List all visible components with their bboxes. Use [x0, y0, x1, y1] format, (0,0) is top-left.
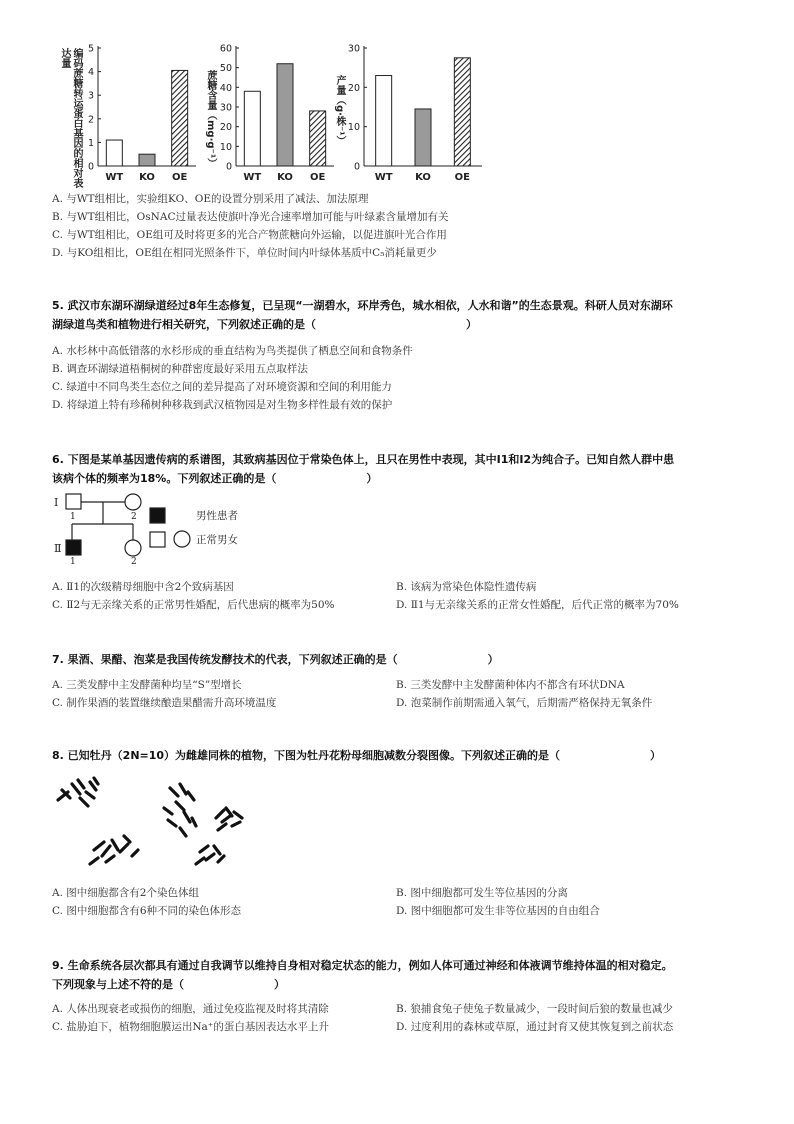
chart1-ytick-label: 1	[87, 137, 94, 149]
q9-option-c: C. 盐胁迫下，植物细胞膜运出Na⁺的蛋白基因表达水平上升	[52, 1021, 329, 1033]
pedigree-i2-female	[125, 494, 141, 510]
q6-option-c: C. Ⅱ2与无亲缘关系的正常男性婚配，后代患病的概率为50%	[52, 599, 335, 611]
q8-option-c: C. 图中细胞都含有6种不同的染色体形态	[52, 905, 242, 917]
meiosis-cell-1	[58, 778, 98, 806]
chart2-ytick-label: 10	[219, 141, 232, 153]
chart3-ytick-label: 30	[347, 43, 360, 55]
chart3-ytick-label: 20	[347, 82, 360, 94]
chart2-ytick-label: 60	[219, 43, 232, 55]
q9-option-a: A. 人体出现衰老或损伤的细胞，通过免疫监视及时将其清除	[52, 1003, 329, 1015]
q6-option-d: D. Ⅱ1与无亲缘关系的正常女性婚配，后代正常的概率为70%	[396, 599, 679, 611]
chart1-ytick-label: 2	[87, 114, 94, 126]
q7-stem: 7. 果酒、果醋、泡菜是我国传统发酵技术的代表，下列叙述正确的是（ ）	[52, 653, 499, 666]
chart3-bar-wt	[376, 76, 392, 166]
chart1-xtick-label: WT	[105, 172, 124, 183]
meiosis-cell-3	[216, 808, 242, 830]
chart3-xtick-label: KO	[415, 172, 431, 183]
q7-option-b: B. 三类发酵中主发酵菌种体内不都含有环状DNA	[396, 679, 625, 691]
chart1-bar-ko	[139, 154, 155, 166]
legend-affected-male-icon	[150, 508, 165, 523]
q9-option-b: B. 狼捕食兔子使兔子数量减少，一段时间后狼的数量也减少	[396, 1003, 673, 1015]
chart2-ytick-label: 0	[225, 161, 232, 173]
q9-option-d: D. 过度利用的森林或草原，通过封育又使其恢复到之前状态	[396, 1021, 674, 1033]
chart3-bar-oe	[454, 58, 470, 166]
q8-option-b: B. 图中细胞都可发生等位基因的分离	[396, 887, 568, 899]
q7-option-d: D. 泡菜制作前期需通入氧气，后期需严格保持无氧条件	[396, 697, 653, 709]
bar-charts	[0, 0, 794, 200]
q7-option-c: C. 制作果酒的装置继续酿造果醋需升高环境温度	[52, 697, 277, 709]
q9-stem-line1: 9. 生命系统各层次都具有通过自我调节以维持自身相对稳定状态的能力，例如人体可通过神经和体液调节维持体温的相对稳定。	[52, 959, 673, 972]
meiosis-cell-2	[164, 784, 196, 836]
q8-option-a: A. 图中细胞都含有2个染色体组	[52, 887, 199, 899]
chart3-bar-ko	[415, 109, 431, 166]
chart2-ytick-label: 50	[219, 63, 232, 75]
legend-normal-label: 正常男女	[196, 534, 238, 546]
chart3-ytick-label: 10	[347, 122, 360, 134]
chart1-ylabel: 编码蔗糖转运蛋白基因的相对表达量	[59, 48, 82, 188]
chart2-xtick-label: OE	[309, 172, 326, 183]
q5-option-b: B. 调查环湖绿道梧桐树的种群密度最好采用五点取样法	[52, 363, 308, 375]
q7-option-a: A. 三类发酵中主发酵菌种均呈“S”型增长	[52, 679, 242, 691]
chart1-bar-oe	[172, 70, 188, 166]
q6-option-a: A. Ⅱ1的次级精母细胞中含2个致病基因	[52, 581, 234, 593]
q4-option-c: C. 与WT组相比，OE组可及时将更多的光合产物蔗糖向外运输，以促进旗叶光合作用	[52, 229, 447, 241]
chart1-ytick-label: 0	[87, 161, 94, 173]
pedigree-gen-i: Ⅰ	[54, 496, 59, 509]
q8-stem: 8. 已知牡丹（2N=10）为雌雄同株的植物，下图为牡丹花粉母细胞减数分裂图像。下列叙述正确的是（ ）	[52, 749, 662, 762]
q6-option-b: B. 该病为常染色体隐性遗传病	[396, 581, 537, 593]
pedigree-diagram	[50, 490, 290, 570]
q5-stem-line1: 5. 武汉市东湖环湖绿道经过8年生态修复，已呈现“一湖碧水，环岸秀色，城水相依，人水和谐”的生态景观。科研人员对东湖环	[52, 299, 673, 312]
q4-option-a: A. 与WT组相比，实验组KO、OE的设置分别采用了减法、加法原理	[52, 193, 369, 205]
pedigree-i2-number: 2	[131, 512, 137, 522]
chart2-ylabel: 蔗糖含量（mg·g⁻¹）	[205, 70, 216, 169]
chart2-ytick-label: 40	[219, 82, 232, 94]
chart1-ytick-label: 5	[87, 43, 94, 55]
chart2-ytick-label: 30	[219, 102, 232, 114]
chart1-ytick-label: 3	[87, 90, 94, 102]
pedigree-ii2-number: 2	[131, 557, 137, 567]
q6-stem-line1: 6. 下图是某单基因遗传病的系谱图，其致病基因位于常染色体上，且只在男性中表现，其中Ⅰ1和Ⅰ2为纯合子。已知自然人群中患	[52, 453, 675, 466]
chart3-xtick-label: WT	[374, 172, 393, 183]
pedigree-i1-male	[66, 494, 81, 509]
chart2-bar-ko	[277, 64, 293, 166]
chart3-ylabel: 产量（g·株⁻¹）	[334, 75, 345, 146]
legend-normal-male-icon	[150, 532, 165, 547]
q9-stem-line2: 下列现象与上述不符的是（	[52, 978, 184, 991]
q4-option-b: B. 与WT组相比，OsNAC过量表达使旗叶净光合速率增加可能与叶绿素含量增加有关	[52, 211, 449, 223]
chart3-ytick-label: 0	[353, 161, 360, 173]
meiosis-cell-5	[196, 846, 224, 864]
chart1-xtick-label: KO	[139, 172, 155, 183]
q5-option-c: C. 绿道中不同鸟类生态位之间的差异提高了对环境资源和空间的利用能力	[52, 381, 392, 393]
q4-option-d: D. 与KO组相比，OE组在相同光照条件下，单位时间内叶绿体基质中C₅消耗量更少	[52, 247, 437, 259]
meiosis-cells-image	[50, 770, 260, 878]
q8-option-d: D. 图中细胞都可发生非等位基因的自由组合	[396, 905, 600, 917]
pedigree-ii1-affected-male	[66, 540, 81, 555]
chart1-xtick-label: OE	[171, 172, 188, 183]
q9-stem: 9. 生命系统各层次都具有通过自我调节以维持自身相对稳定状态的能力，例如人体可通过神经和体液调节维持体温的相对稳定。 下列现象与上述不符的是（ ）	[52, 956, 762, 994]
q6-stem: 6. 下图是某单基因遗传病的系谱图，其致病基因位于常染色体上，且只在男性中表现，其中Ⅰ1和Ⅰ2为纯合子。已知自然人群中患 该病个体的频率为18%。下列叙述正确的是（ ）	[52, 450, 752, 488]
pedigree-ii2-female	[125, 540, 141, 556]
chart1-ytick-label: 4	[87, 67, 94, 79]
q5-stem: 5. 武汉市东湖环湖绿道经过8年生态修复，已呈现“一湖碧水，环岸秀色，城水相依，人水和谐”的生态景观。科研人员对东湖环 湖绿道鸟类和植物进行相关研究，下列叙述正确的是（ ）	[52, 296, 752, 334]
chart2-xtick-label: KO	[277, 172, 293, 183]
legend-affected-male-label: 男性患者	[196, 510, 238, 522]
chart2-bar-wt	[244, 91, 260, 166]
pedigree-ii1-number: 1	[70, 557, 76, 567]
q5-option-a: A. 水杉林中高低错落的水杉形成的垂直结构为鸟类提供了栖息空间和食物条件	[52, 345, 413, 357]
q6-stem-line2: 该病个体的频率为18%。下列叙述正确的是（	[52, 472, 277, 485]
chart3-xtick-label: OE	[454, 172, 471, 183]
chart1-bar-wt	[106, 140, 122, 166]
pedigree-i1-number: 1	[70, 512, 76, 522]
meiosis-cell-4	[90, 836, 138, 864]
chart2-ytick-label: 20	[219, 122, 232, 134]
q5-stem-line2: 湖绿道鸟类和植物进行相关研究，下列叙述正确的是（	[52, 318, 316, 331]
chart2-xtick-label: WT	[243, 172, 262, 183]
q5-option-d: D. 将绿道上特有珍稀树种移栽到武汉植物园是对生物多样性最有效的保护	[52, 399, 393, 411]
pedigree-gen-ii: Ⅱ	[54, 542, 62, 555]
chart2-bar-oe	[310, 111, 326, 166]
legend-normal-female-icon	[174, 531, 190, 547]
